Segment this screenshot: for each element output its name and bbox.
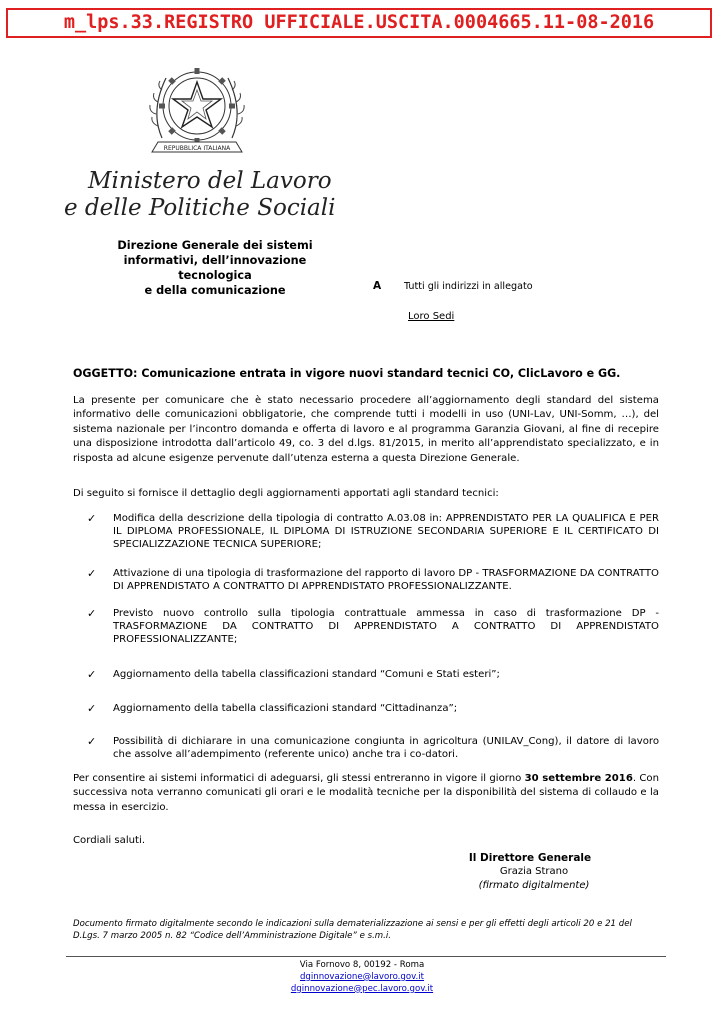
footer-pec-email-link[interactable]: dginnovazione@pec.lavoro.gov.it xyxy=(290,983,434,994)
recipient-marker: A xyxy=(373,280,382,292)
details-intro-paragraph: Di seguito si fornisce il dettaglio degli aggiornamenti apportati agli standard tecnici: xyxy=(73,488,499,499)
ministry-name-line2: e delle Politiche Sociali xyxy=(64,195,336,221)
effective-date: 30 settembre 2016 xyxy=(524,773,633,784)
list-item-text: Possibilità di dichiarare in una comunicazione congiunta in agricoltura (UNILAV_Cong), il datore di lavoro che assolve all’adempimento (referente unico) anche tra i co-datori. xyxy=(113,736,659,761)
closing-greeting: Cordiali saluti. xyxy=(73,835,146,846)
italian-republic-emblem-icon xyxy=(140,56,254,166)
effective-date-text-b: . Con successiva nota verranno comunicati gli orari e le modalità tecniche per la disponibilità del sistema di collaudo e la messa in esercizio. xyxy=(73,773,659,813)
ministry-logotype xyxy=(64,168,354,222)
list-item-text: Attivazione di una tipologia di trasformazione del rapporto di lavoro DP - TRASFORMAZIONE DA CONTRATTO DI APPRENDISTATO A CONTRATTO DI APPRENDISTATO PROFESSIONALIZZANTE. xyxy=(113,567,659,592)
list-item xyxy=(73,668,659,681)
recipient-text: Tutti gli indirizzi in allegato xyxy=(404,281,533,292)
signature-note: (firmato digitalmente) xyxy=(478,880,590,891)
footer-divider xyxy=(66,956,666,957)
loro-sedi: Loro Sedi xyxy=(408,311,455,322)
checkmark-icon: ✓ xyxy=(87,512,97,525)
checkmark-icon: ✓ xyxy=(87,735,97,749)
list-item xyxy=(73,512,659,552)
list-item xyxy=(73,702,659,715)
signature-block xyxy=(430,851,610,893)
signatory-name: Grazia Strano xyxy=(499,866,569,877)
direzione-line: e della comunicazione xyxy=(144,284,286,297)
checkmark-icon: ✓ xyxy=(87,667,97,681)
subject-line: OGGETTO: Comunicazione entrata in vigore nuovi standard tecnici CO, ClicLavoro e GG. xyxy=(73,367,621,380)
checkmark-icon: ✓ xyxy=(87,701,97,715)
protocol-stamp: m_lps.33.REGISTRO UFFICIALE.USCITA.0004665.11-08-2016 xyxy=(6,8,712,38)
footer-email-link[interactable]: dginnovazione@lavoro.gov.it xyxy=(299,971,425,982)
signatory-title: Il Direttore Generale xyxy=(468,852,592,864)
list-item-text: Modifica della descrizione della tipologia di contratto A.03.08 in: APPRENDISTATO PER LA QUALIFICA E PER IL DIPLOMA PROFESSIONALE, IL DIPLOMA DI ISTRUZIONE SECONDARIA SUPERIORE E IL CERTIFICATO DI SPECIALIZZAZIONE TECNICA SUPERIORE; xyxy=(113,513,659,551)
effective-date-paragraph xyxy=(73,772,659,815)
list-item-text: Aggiornamento della tabella classificazioni standard “Comuni e Stati esteri”; xyxy=(113,668,500,680)
footer-address: Via Fornovo 8, 00192 - Roma xyxy=(299,960,425,970)
list-item xyxy=(73,567,659,593)
digital-signature-note: Documento firmato digitalmente secondo le indicazioni sulla dematerializzazione ai sensi e per gli effetti degli articoli 20 e 21 del D.Lgs. 7 marzo 2005 n. 82 “Codice dell’Amministrazione Digitale” e s.m.i. xyxy=(73,919,632,942)
footer xyxy=(262,960,462,995)
emblem-band-text: REPUBBLICA ITALIANA xyxy=(163,145,231,152)
list-item-text: Aggiornamento della tabella classificazioni standard “Cittadinanza”; xyxy=(113,702,458,714)
intro-paragraph: La presente per comunicare che è stato necessario procedere all’aggiornamento degli standard del sistema informativo delle comunicazioni obbligatorie, che comprende tutti i modelli in uso (UNI-Lav, UNI-Somm, …), del sistema nazionale per l’incontro domanda e offerta di lavoro e al programma Garanzia Giovani, al fine di recepire una disposizione introdotta dall’articolo 49, co. 3 del d.lgs. 81/2015, in merito all’apprendistato specializzato, e in risposta ad alcune esigenze pervenute dall’utenza esterna a questa Direzione Generale. xyxy=(73,395,659,464)
direzione-line: Direzione Generale dei sistemi xyxy=(117,239,313,252)
list-item-text: Previsto nuovo controllo sulla tipologia contrattuale ammessa in caso di trasformazione DP - TRASFORMAZIONE DA CONTRATTO DI APPRENDISTATO A CONTRATTO DI APPRENDISTATO PROFESSIONALIZZANTE; xyxy=(113,608,659,646)
direzione-heading xyxy=(90,238,340,298)
updates-list xyxy=(73,512,659,761)
checkmark-icon: ✓ xyxy=(87,566,97,580)
list-item xyxy=(73,735,659,761)
direzione-line: informativi, dell’innovazione tecnologica xyxy=(123,254,307,282)
list-item xyxy=(73,607,659,647)
effective-date-text-a: Per consentire ai sistemi informatici di adeguarsi, gli stessi entreranno in vigore il giorno xyxy=(73,773,525,784)
checkmark-icon: ✓ xyxy=(87,607,97,621)
ministry-name-line1: Ministero del Lavoro xyxy=(88,168,332,194)
